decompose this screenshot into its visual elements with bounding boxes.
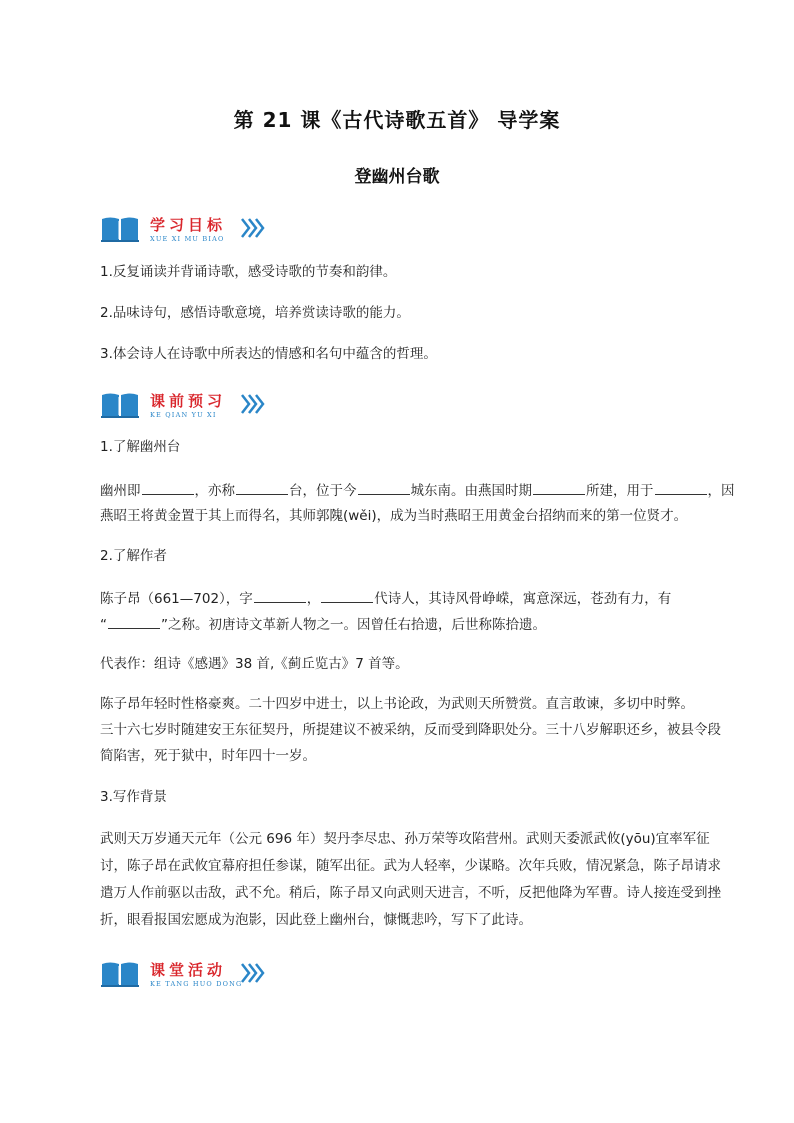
subheading: 3.写作背景 xyxy=(100,789,167,805)
text-run: “ xyxy=(100,617,107,633)
text-run: 代诗人，其诗风骨峥嵘，寓意深远，苍劲有力，有 xyxy=(374,591,672,607)
open-book-icon xyxy=(100,213,140,243)
paragraph-line: 陈子昂年轻时性格豪爽。二十四岁中进士，以上书论政，为武则天所赞赏。直言敢谏，多切中时弊。 xyxy=(100,696,694,712)
text-run: 陈子昂（661—702），字 xyxy=(100,591,253,607)
paragraph-line: 武则天万岁通天元年（公元 696 年）契丹李尽忠、孙万荣等攻陷营州。武则天委派武攸(yōu)宜率军征 xyxy=(100,831,710,847)
paragraph-line: 代表作：组诗《感遇》38 首,《蓟丘览古》7 首等。 xyxy=(100,656,409,672)
section-pinyin: KE QIAN YU XI xyxy=(150,411,217,419)
paragraph-line xyxy=(100,480,735,501)
section-header-goals xyxy=(100,213,320,249)
open-book-icon xyxy=(100,389,140,419)
page-title: 第 21 课《古代诗歌五首》 导学案 xyxy=(233,108,561,132)
paragraph-line xyxy=(100,614,700,635)
section-pinyin: XUE XI MU BIAO xyxy=(150,235,225,243)
fill-blank[interactable] xyxy=(533,480,585,495)
fill-blank[interactable] xyxy=(236,480,288,495)
subheading: 2.了解作者 xyxy=(100,548,167,564)
section-title: 课堂活动 xyxy=(150,961,227,979)
fill-blank[interactable] xyxy=(655,480,707,495)
text-run: ， xyxy=(306,591,321,607)
text-run: ，亦称 xyxy=(194,483,235,499)
section-title: 学习目标 xyxy=(150,216,227,234)
text-run: ，因 xyxy=(707,483,735,499)
paragraph-line: 三十六七岁时随建安王东征契丹，所提建议不被采纳，反而受到降职处分。三十八岁解职还乡，被县令段 xyxy=(100,722,721,738)
chevrons-icon xyxy=(240,960,266,986)
paragraph-line: 折，眼看报国宏愿成为泡影，因此登上幽州台，慷慨悲吟，写下了此诗。 xyxy=(100,912,532,928)
paragraph-line xyxy=(100,588,700,609)
section-header-activity xyxy=(100,958,320,994)
section-header-preview xyxy=(100,389,320,425)
goal-item: 1.反复诵读并背诵诗歌，感受诗歌的节奏和韵律。 xyxy=(100,264,397,280)
fill-blank[interactable] xyxy=(108,614,160,629)
goal-item: 2.品味诗句，感悟诗歌意境，培养赏读诗歌的能力。 xyxy=(100,305,410,321)
fill-blank[interactable] xyxy=(358,480,410,495)
chevrons-icon xyxy=(240,215,266,241)
goal-item: 3.体会诗人在诗歌中所表达的情感和名句中蕴含的哲理。 xyxy=(100,346,437,362)
paragraph-line: 燕昭王将黄金置于其上而得名，其师郭隗(wěi)，成为当时燕昭王用黄金台招纳而来的第一位贤才。 xyxy=(100,508,688,524)
text-run: 城东南。由燕国时期 xyxy=(410,483,532,499)
section-pinyin: KE TANG HUO DONG xyxy=(150,980,243,988)
fill-blank[interactable] xyxy=(321,588,373,603)
section-title: 课前预习 xyxy=(150,392,227,410)
poem-title: 登幽州台歌 xyxy=(354,167,440,187)
open-book-icon xyxy=(100,958,140,988)
subheading: 1.了解幽州台 xyxy=(100,439,181,455)
paragraph-line: 讨，陈子昂在武攸宜幕府担任参谋，随军出征。武为人轻率，少谋略。次年兵败，情况紧急，陈子昂请求 xyxy=(100,858,721,874)
text-run: 台，位于今 xyxy=(289,483,357,499)
paragraph-line: 简陷害，死于狱中，时年四十一岁。 xyxy=(100,748,316,764)
fill-blank[interactable] xyxy=(254,588,306,603)
chevrons-icon xyxy=(240,391,266,417)
paragraph-line: 遣万人作前驱以击敌，武不允。稍后，陈子昂又向武则天进言，不听，反把他降为军曹。诗人接连受到挫 xyxy=(100,885,721,901)
text-run: ”之称。初唐诗文革新人物之一。因曾任右拾遗，后世称陈拾遗。 xyxy=(161,617,546,633)
text-run: 幽州即 xyxy=(100,483,141,499)
fill-blank[interactable] xyxy=(142,480,194,495)
text-run: 所建，用于 xyxy=(586,483,654,499)
